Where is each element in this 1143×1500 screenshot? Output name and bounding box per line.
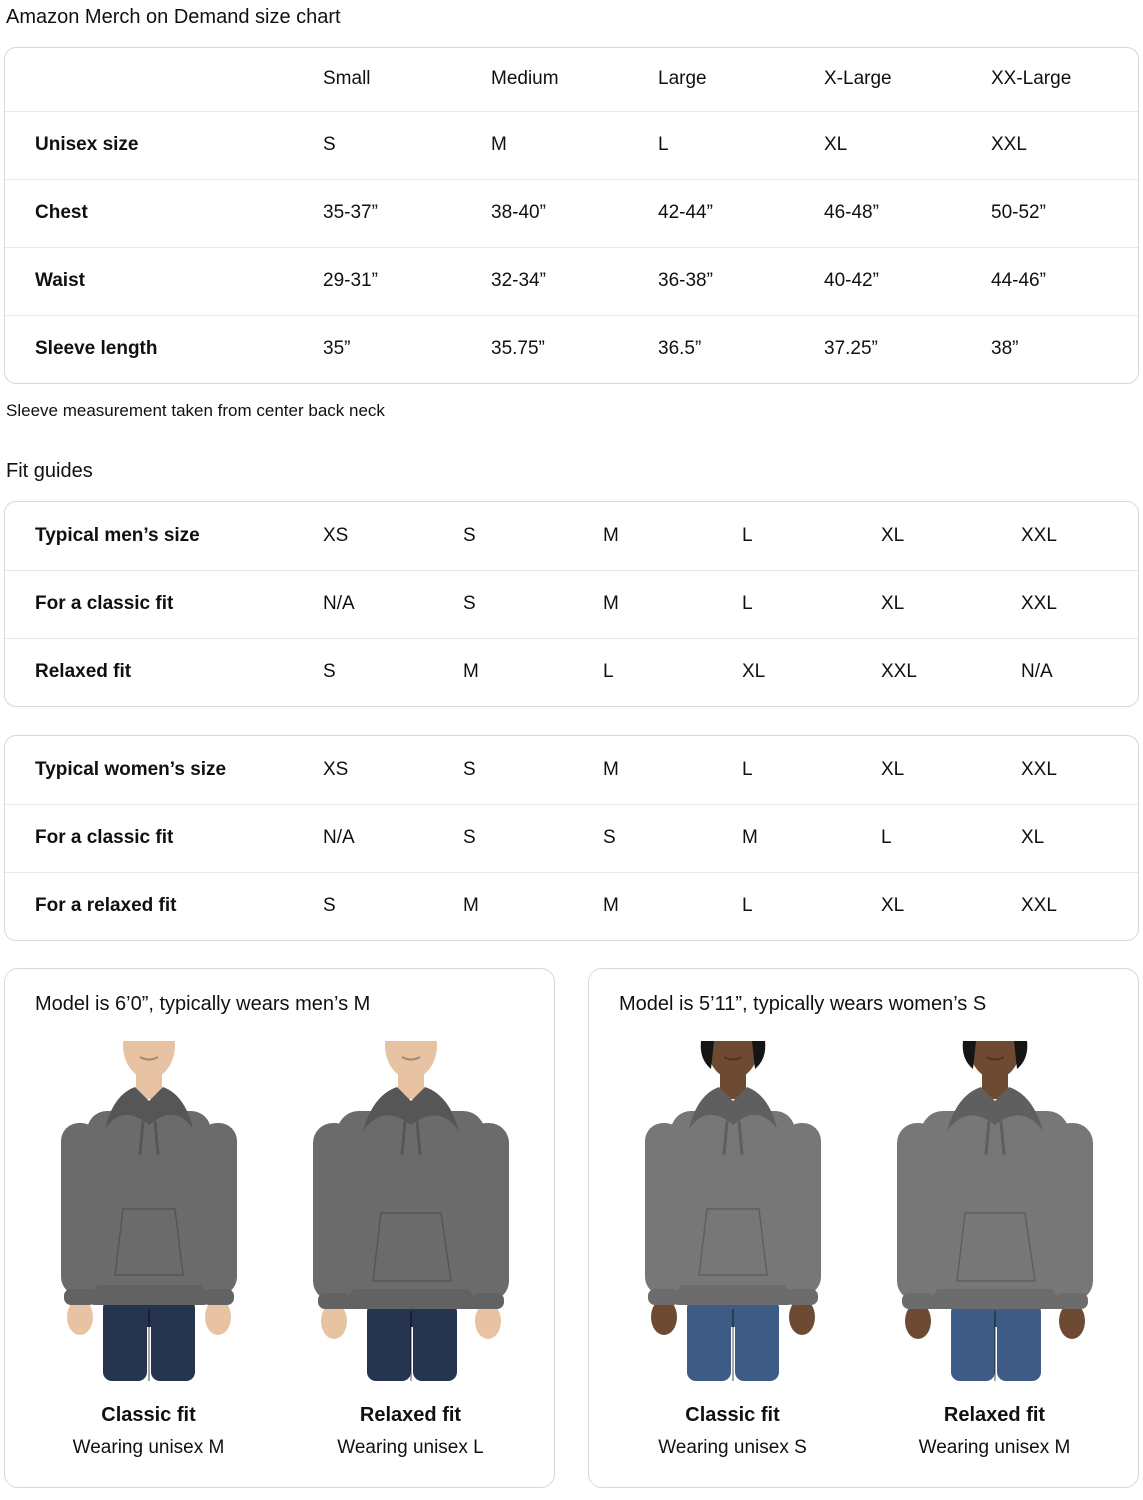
size-cell: S	[323, 872, 463, 940]
photo-column-relaxed	[291, 1041, 531, 1460]
size-cell: 38-40”	[491, 179, 658, 247]
size-cell: 36.5”	[658, 315, 824, 383]
page-title: Amazon Merch on Demand size chart	[6, 6, 341, 28]
size-cell: 44-46”	[991, 247, 1138, 315]
size-cell: L	[658, 111, 824, 179]
size-cell: XL	[881, 570, 1021, 638]
size-cell: L	[603, 638, 742, 706]
size-cell: 36-38”	[658, 247, 824, 315]
wearing-caption: Wearing unisex M	[72, 1437, 225, 1458]
wearing-caption: Wearing unisex L	[337, 1437, 484, 1458]
column-header-large: Large	[658, 68, 707, 90]
size-cell: M	[742, 804, 881, 872]
row-label: Sleeve length	[5, 315, 323, 383]
size-cell: 42-44”	[658, 179, 824, 247]
size-cell: S	[603, 804, 742, 872]
table-row-women-relaxed-fit	[5, 872, 1138, 940]
table-row-typical-womens-size	[5, 736, 1138, 804]
column-header-small: Small	[323, 68, 371, 90]
size-cell: 38”	[991, 315, 1138, 383]
size-cell: XXL	[881, 638, 1021, 706]
size-cell: 29-31”	[323, 247, 491, 315]
size-cell: M	[463, 872, 603, 940]
size-cell: M	[603, 570, 742, 638]
size-cell: 35-37”	[323, 179, 491, 247]
model-card-title: Model is 6’0”, typically wears men’s M	[35, 993, 371, 1015]
table-row-women-classic-fit	[5, 804, 1138, 872]
size-cell: XXL	[1021, 872, 1138, 940]
size-cell: 37.25”	[824, 315, 991, 383]
row-label: Waist	[5, 247, 323, 315]
sleeve-measurement-note: Sleeve measurement taken from center back neck	[6, 401, 385, 420]
male-model-relaxed-fit-photo	[293, 1041, 529, 1381]
size-cell: S	[323, 638, 463, 706]
fit-caption: Classic fit	[101, 1404, 196, 1426]
size-chart-table	[4, 47, 1139, 384]
size-cell: L	[881, 804, 1021, 872]
fit-caption: Classic fit	[685, 1404, 780, 1426]
row-label: Chest	[5, 179, 323, 247]
model-photos	[5, 1041, 554, 1460]
size-cell: 50-52”	[991, 179, 1138, 247]
empty-header-cell	[5, 48, 323, 111]
column-header-x-large: X-Large	[824, 68, 892, 90]
size-cell: S	[463, 570, 603, 638]
wearing-caption: Wearing unisex S	[658, 1437, 807, 1458]
size-chart-header-row	[5, 48, 1138, 111]
table-row-chest	[5, 179, 1138, 247]
model-card-title: Model is 5’11”, typically wears women’s S	[619, 993, 987, 1015]
size-cell: S	[323, 111, 491, 179]
size-cell: S	[463, 804, 603, 872]
fit-caption: Relaxed fit	[943, 1404, 1046, 1426]
size-cell: M	[603, 758, 619, 780]
model-card-women	[588, 968, 1139, 1488]
size-cell: XL	[824, 111, 991, 179]
size-cell: M	[603, 872, 742, 940]
size-cell: L	[742, 758, 753, 780]
model-photos	[589, 1041, 1138, 1460]
row-label: For a classic fit	[5, 570, 323, 638]
female-model-classic-fit-photo	[615, 1041, 851, 1381]
column-header-medium: Medium	[491, 68, 559, 90]
photo-column-classic	[613, 1041, 853, 1460]
wearing-caption: Wearing unisex M	[918, 1437, 1071, 1458]
table-row-sleeve-length	[5, 315, 1138, 383]
size-cell: M	[463, 638, 603, 706]
fit-guides-heading: Fit guides	[6, 460, 93, 482]
size-cell: XS	[323, 524, 349, 546]
size-cell: 35”	[323, 315, 491, 383]
row-label: Relaxed fit	[5, 638, 323, 706]
female-model-relaxed-fit-photo	[877, 1041, 1113, 1381]
size-cell: XXL	[1021, 524, 1057, 546]
row-label: Unisex size	[5, 111, 323, 179]
size-cell: XL	[881, 872, 1021, 940]
size-cell: 32-34”	[491, 247, 658, 315]
size-cell: XL	[742, 638, 881, 706]
fit-guide-men-table	[4, 501, 1139, 707]
size-cell: L	[742, 872, 881, 940]
size-cell: S	[463, 758, 476, 780]
size-cell: M	[603, 524, 619, 546]
size-cell: XL	[881, 758, 905, 780]
model-card-men	[4, 968, 555, 1488]
model-cards-row	[4, 968, 1139, 1488]
size-cell: L	[742, 524, 753, 546]
photo-column-classic	[29, 1041, 269, 1460]
size-cell: L	[742, 570, 881, 638]
size-cell: 46-48”	[824, 179, 991, 247]
table-row-unisex-size	[5, 111, 1138, 179]
fit-guide-women-table	[4, 735, 1139, 941]
row-label: Typical men’s size	[35, 524, 200, 546]
male-model-classic-fit-photo	[31, 1041, 267, 1381]
table-row-men-relaxed-fit	[5, 638, 1138, 706]
size-cell: 35.75”	[491, 315, 658, 383]
row-label: Typical women’s size	[35, 758, 227, 780]
table-row-typical-mens-size	[5, 502, 1138, 570]
size-cell: XXL	[1021, 570, 1138, 638]
size-cell: N/A	[1021, 638, 1138, 706]
size-cell: N/A	[323, 570, 463, 638]
fit-caption: Relaxed fit	[359, 1404, 462, 1426]
size-cell: XXL	[1021, 758, 1057, 780]
size-cell: M	[491, 111, 658, 179]
column-header-xx-large: XX-Large	[991, 68, 1072, 90]
table-row-waist	[5, 247, 1138, 315]
size-cell: XXL	[991, 111, 1138, 179]
size-cell: XL	[1021, 804, 1138, 872]
row-label: For a classic fit	[5, 804, 323, 872]
size-cell: 40-42”	[824, 247, 991, 315]
table-row-men-classic-fit	[5, 570, 1138, 638]
size-cell: N/A	[323, 804, 463, 872]
size-cell: XS	[323, 758, 349, 780]
size-cell: XL	[881, 524, 905, 546]
photo-column-relaxed	[875, 1041, 1115, 1460]
row-label: For a relaxed fit	[5, 872, 323, 940]
size-cell: S	[463, 524, 476, 546]
